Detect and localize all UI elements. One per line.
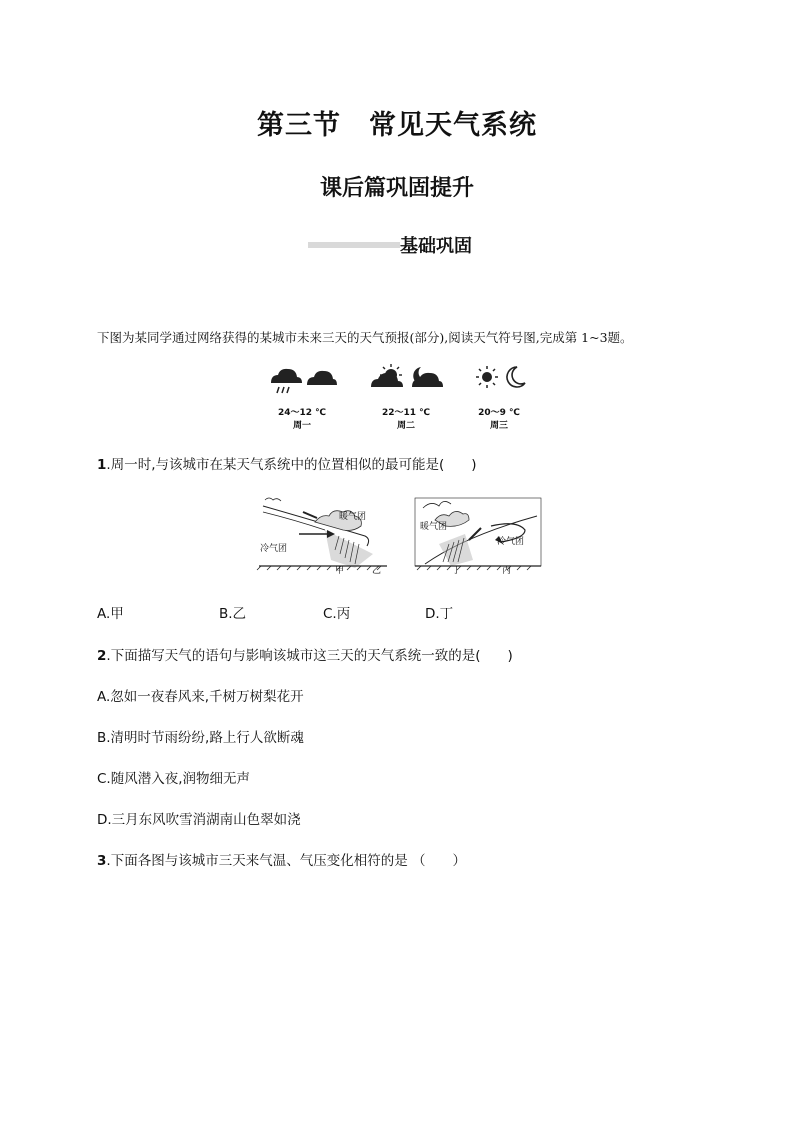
forecast-temp: 20～9 ℃: [478, 408, 520, 418]
option-c[interactable]: C.随风潜入夜,润物细无声: [97, 771, 251, 787]
question-number: 3: [97, 853, 107, 869]
question-1: [97, 453, 477, 473]
question-text: .周一时,与该城市在某天气系统中的位置相似的最可能是( ): [106, 457, 477, 473]
forecast-day: 周一: [292, 421, 311, 431]
rain-cloud-icon: [271, 369, 302, 393]
option-d[interactable]: D.三月东风吹雪消湖南山色翠如浇: [97, 812, 301, 828]
option-a[interactable]: A.忽如一夜春风来,千树万树梨花开: [97, 689, 304, 705]
cold-air-mass-label: 冷气团: [497, 537, 525, 547]
option-b[interactable]: B.乙: [219, 606, 247, 622]
cloud-icon: [307, 371, 337, 385]
cold-air-mass-label: 冷气团: [260, 544, 288, 554]
option-c[interactable]: C.丙: [323, 606, 351, 622]
forecast-temp: 24～12 ℃: [277, 408, 327, 418]
forecast-monday: [257, 407, 347, 433]
forecast-wednesday: [454, 407, 544, 433]
section-divider: [308, 242, 400, 248]
point-ding-label: 丁: [452, 566, 462, 576]
option-d[interactable]: D.丁: [425, 606, 454, 622]
section-heading: 基础巩固: [400, 236, 472, 257]
forecast-tuesday: [361, 407, 451, 433]
sun-behind-cloud-icon: [371, 364, 403, 387]
sun-icon: [476, 366, 498, 388]
page-subtitle: 课后篇巩固提升: [319, 176, 474, 201]
warm-air-mass-label: 暖气团: [339, 512, 367, 522]
forecast-day: 周二: [396, 421, 415, 431]
forecast-day: 周三: [489, 421, 508, 431]
cold-front-diagram: [257, 498, 387, 570]
question-text: .下面描写天气的语句与影响该城市这三天的天气系统一致的是( ): [106, 648, 513, 664]
question-number: 2: [97, 648, 107, 664]
moon-behind-cloud-icon: [412, 367, 443, 387]
question-number: 1: [97, 457, 107, 473]
question-3: [97, 849, 466, 869]
weather-symbols: [265, 363, 545, 395]
question-text: .下面各图与该城市三天来气温、气压变化相符的是 （ ）: [106, 853, 466, 869]
page-title: 第三节 常见天气系统: [257, 110, 537, 141]
question-intro: 下图为某同学通过网络获得的某城市未来三天的天气预报(部分),阅读天气符号图,完成第 1~3题。: [97, 330, 633, 345]
question-2: [97, 644, 513, 664]
option-a[interactable]: A.甲: [97, 606, 124, 622]
point-yi-label: 乙: [372, 566, 382, 576]
point-bing-label: 丙: [502, 566, 512, 576]
warm-air-mass-label: 暖气团: [420, 522, 448, 532]
forecast-temp: 22～11 ℃: [381, 408, 431, 418]
option-b[interactable]: B.清明时节雨纷纷,路上行人欲断魂: [97, 730, 304, 746]
point-jia-label: 甲: [335, 566, 345, 576]
moon-icon: [507, 367, 525, 387]
